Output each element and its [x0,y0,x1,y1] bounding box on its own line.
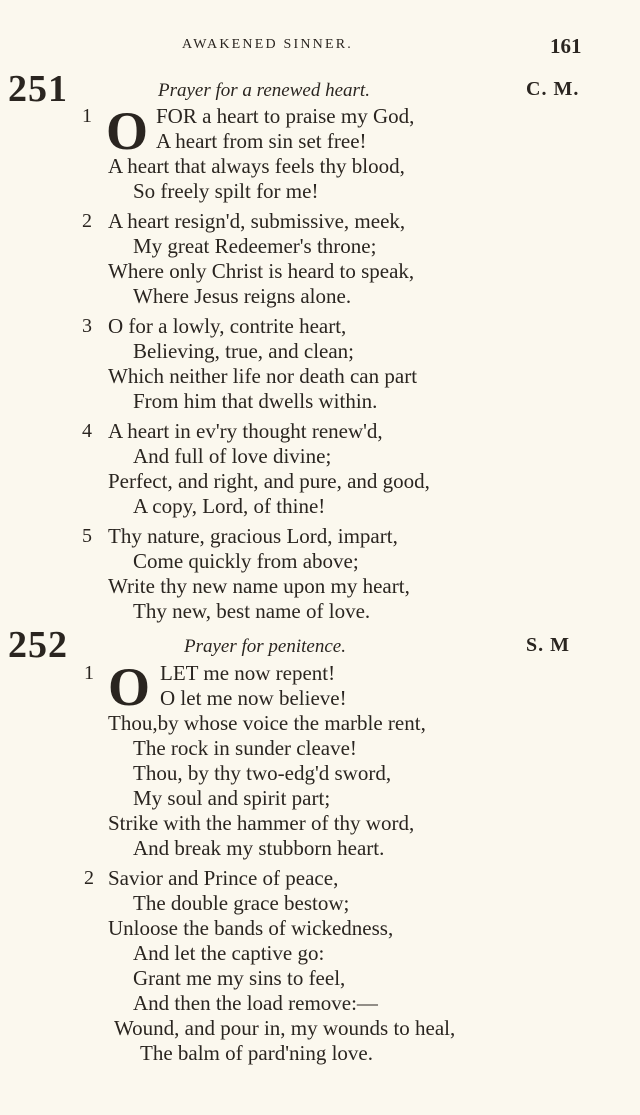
hymn-line: Strike with the hammer of thy word, [108,811,415,835]
hymn-line: Come quickly from above; [133,549,359,573]
hymn-line: FOR a heart to praise my God, [156,104,415,128]
hymn-line: A heart resign'd, submissive, meek, [108,209,406,233]
hymn-line: Write thy new name upon my heart, [108,574,410,598]
hymn-line: And then the load remove:— [133,991,378,1015]
hymn-meter: S. M [526,634,570,656]
hymn-line: Wound, and pour in, my wounds to heal, [114,1016,456,1040]
hymn-line: A heart from sin set free! [156,129,367,153]
hymn-line: O let me now believe! [160,686,347,710]
stanza-number: 5 [82,525,92,547]
stanza-number: 3 [82,315,92,337]
hymn-line: And break my stubborn heart. [133,836,385,860]
hymn-line: From him that dwells within. [133,389,378,413]
page-header [0,34,640,58]
hymn-line: Unloose the bands of wickedness, [108,916,394,940]
hymn-line: A copy, Lord, of thine! [133,494,326,518]
hymn-line: Which neither life nor death can part [108,364,418,388]
stanza-number: 4 [82,420,92,442]
hymn-line: My great Redeemer's throne; [133,234,377,258]
hymn-line: Thy new, best name of love. [133,599,371,623]
hymn-line: The balm of pard'ning love. [140,1041,373,1065]
drop-cap: O [106,101,149,161]
hymn-number: 252 [8,624,68,666]
stanza-number: 1 [82,105,92,127]
drop-cap: O [108,657,151,717]
hymn-line: And let the captive go: [133,941,325,965]
hymn-252-header [0,626,640,666]
hymn-line: Savior and Prince of peace, [108,866,339,890]
hymn-line: Believing, true, and clean; [133,339,355,363]
hymn-line: LET me now repent! [160,661,336,685]
hymn-line: Where Jesus reigns alone. [133,284,352,308]
hymn-line: The rock in sunder cleave! [133,736,357,760]
hymn-number: 251 [8,68,68,110]
hymn-line: Thou, by thy two-edg'd sword, [133,761,392,785]
hymn-title: Prayer for penitence. [184,636,346,657]
stanza-number: 1 [84,662,94,684]
hymn-line: Perfect, and right, and pure, and good, [108,469,430,493]
hymn-line: Thy nature, gracious Lord, impart, [108,524,398,548]
hymn-line: Where only Christ is heard to speak, [108,259,415,283]
hymn-title: Prayer for a renewed heart. [158,80,370,101]
hymn-line: O for a lowly, contrite heart, [108,314,347,338]
hymn-line: A heart in ev'ry thought renew'd, [108,419,383,443]
page-number: 161 [550,34,582,58]
stanza-number: 2 [82,210,92,232]
running-title: AWAKENED SINNER. [182,37,353,52]
hymn-line: Grant me my sins to feel, [133,966,346,990]
hymn-line: Thou,by whose voice the marble rent, [108,711,426,735]
hymn-line: The double grace bestow; [133,891,350,915]
hymn-meter: C. M. [526,78,580,100]
hymn-line: So freely spilt for me! [133,179,319,203]
hymn-line: And full of love divine; [133,444,332,468]
stanza-number: 2 [84,867,94,889]
hymn-line: My soul and spirit part; [133,786,331,810]
hymn-line: A heart that always feels thy blood, [108,154,405,178]
